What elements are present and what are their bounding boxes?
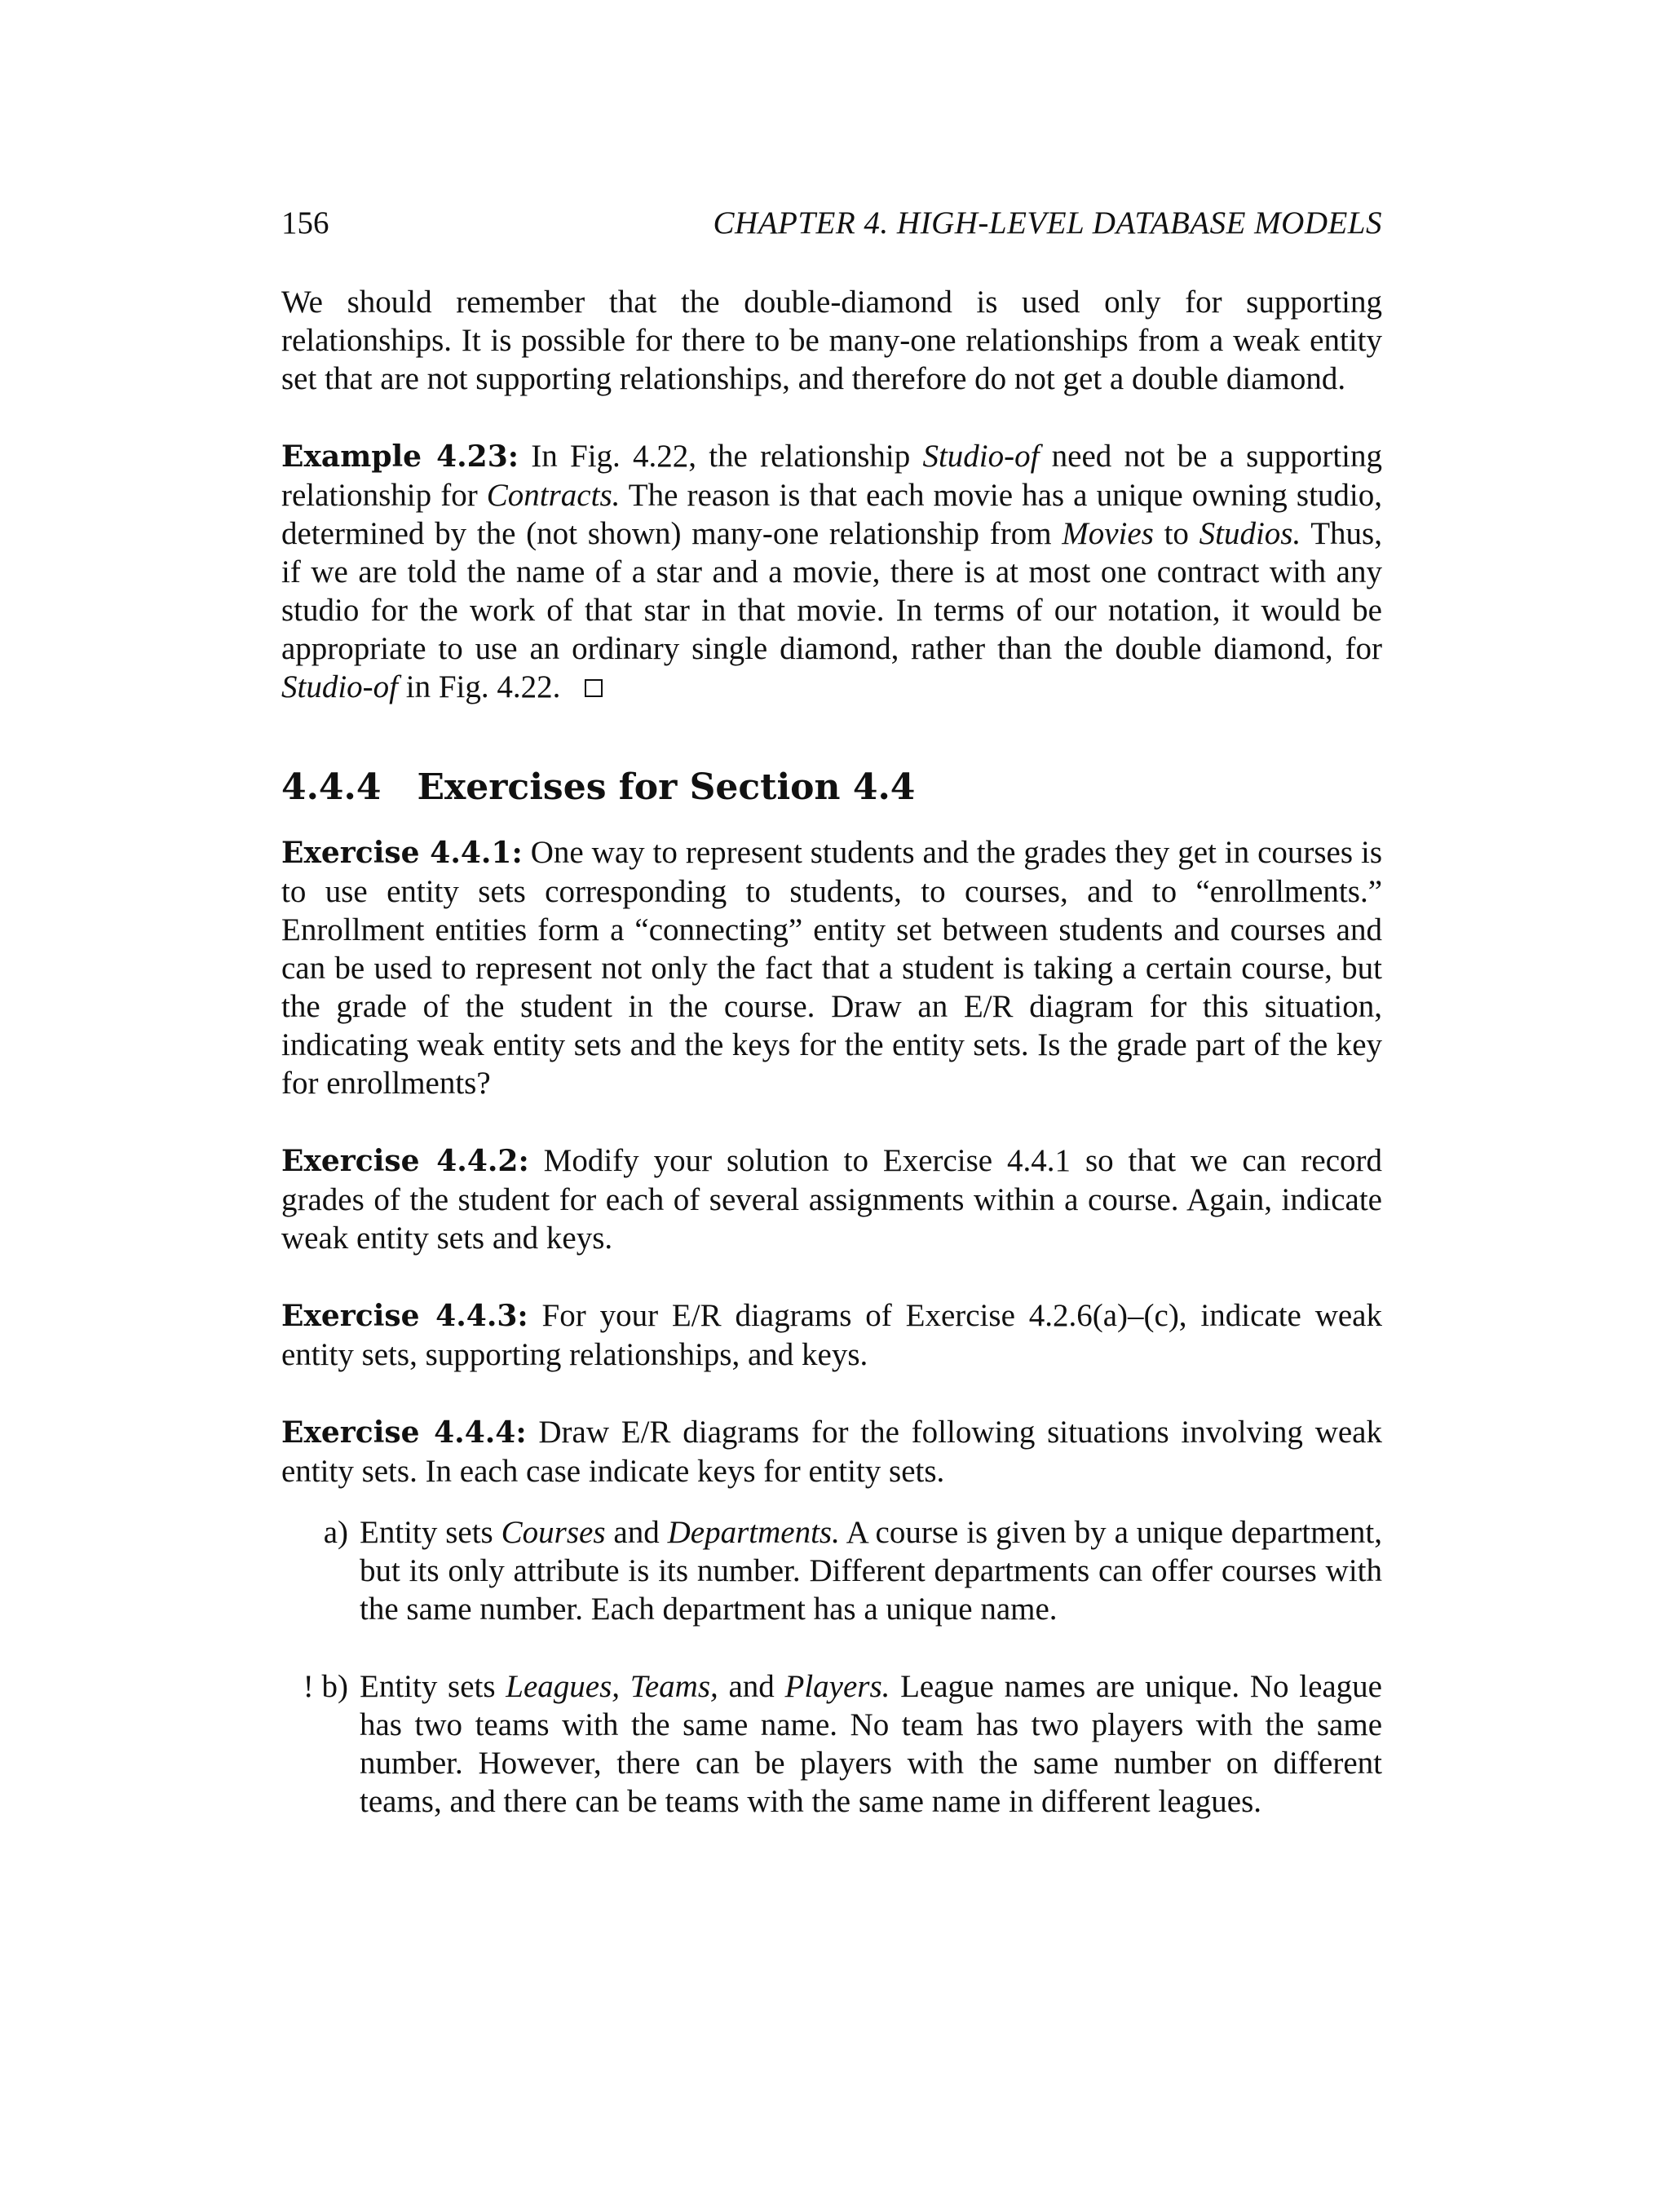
example-body — [281, 439, 1382, 704]
text-run — [620, 1669, 630, 1704]
italic-text: Studios. — [1199, 516, 1301, 551]
list-marker: a) — [323, 1515, 348, 1550]
text-run: Entity sets — [360, 1515, 501, 1550]
italic-text: Studio-of — [922, 439, 1040, 474]
text-run: and — [718, 1669, 785, 1704]
exercise-text: Modify your solution to Exercise 4.4.1 so that we can record grades of the student for each of several assignments within a course. Again, indicate weak entity sets and keys. — [281, 1143, 1382, 1256]
exercise-text: One way to represent students and the grades they get in courses is to use entity sets corresponding to students, to courses, and to “enrollments.” Enrollment entities form a “connecting” entity set between students and courses and can be used to represent not only the fact that a student is taking a certain course, but the grade of the student in the course. Draw an E/R diagram for this situation, indicating weak entity sets and the keys for the entity sets. Is the grade part of the key for enrollments? — [281, 835, 1382, 1101]
list-item-text — [360, 1513, 1382, 1628]
exercise-text: Draw E/R diagrams for the following situations involving weak entity sets. In each case indicate keys for entity sets. — [281, 1415, 1382, 1489]
section-title: Exercises for Section 4.4 — [417, 766, 916, 808]
text-run: in Fig. 4.22. — [398, 669, 561, 704]
exercise-label: Exercise 4.4.1: — [281, 836, 523, 870]
exercise-paragraph — [281, 1413, 1382, 1490]
section-number: 4.4.4 — [281, 766, 382, 808]
exercise-paragraph — [281, 1141, 1382, 1257]
exercise-label: Exercise 4.4.4: — [281, 1415, 527, 1450]
italic-text: Players. — [784, 1669, 890, 1704]
text-run: Entity sets — [360, 1669, 506, 1704]
text-run: to — [1153, 516, 1199, 551]
end-of-proof-icon — [585, 679, 603, 697]
exercise-paragraph — [281, 1296, 1382, 1374]
text-run: A course is given by a unique department, but its only attribute is its number. Different departments can offer courses with the same number. Each department has a unique name. — [360, 1515, 1383, 1627]
italic-text: Leagues, — [506, 1669, 621, 1704]
italic-text: Contracts. — [486, 478, 621, 513]
text-run: Thus, if we are told the name of a star and a movie, there is at most one contract with any studio for the work of that star in that movie. In terms of our notation, it would be appropriate to use an ordinary single diamond, rather than the double diamond, for — [281, 516, 1382, 666]
italic-text: Departments. — [667, 1515, 840, 1550]
italic-text: Teams, — [630, 1669, 718, 1704]
exercise-label: Exercise 4.4.3: — [281, 1299, 528, 1333]
list-item — [281, 1667, 1382, 1821]
intro-paragraph: We should remember that the double-diamond is used only for supporting relationships. It is possible for there to be many-one relationships from a weak entity set that are not supporting relationships, and therefore do not get a double diamond. — [281, 285, 1382, 396]
text-run: League names are unique. No league has two teams with the same name. No team has two players with the same number. However, there can be players with the same number on different teams, and there can be teams with the same name in different leagues. — [360, 1669, 1382, 1819]
exercise-paragraph — [281, 833, 1382, 1102]
text-run: In Fig. 4.22, the relationship — [519, 439, 923, 474]
italic-text: Courses — [501, 1515, 606, 1550]
page-number: 156 — [281, 205, 329, 241]
running-head — [281, 204, 1382, 242]
chapter-title: CHAPTER 4. HIGH-LEVEL DATABASE MODELS — [713, 205, 1382, 241]
italic-text: Studio-of — [281, 669, 398, 704]
text-run: need not be a supporting relationship for — [281, 439, 1382, 513]
book-page — [281, 204, 1382, 1860]
exercise-text: For your E/R diagrams of Exercise 4.2.6(a)–(c), indicate weak entity sets, supporting relationships, and keys. — [281, 1298, 1382, 1372]
list-item-text — [360, 1667, 1382, 1821]
list-marker: ! b) — [303, 1669, 348, 1704]
exercise-label: Exercise 4.4.2: — [281, 1144, 529, 1178]
sub-item-list — [281, 1513, 1382, 1821]
example-paragraph — [281, 437, 1382, 706]
italic-text: Movies — [1062, 516, 1154, 551]
list-item — [281, 1513, 1382, 1628]
text-run: The reason is that each movie has a unique owning studio, determined by the (not shown) many-one relationship from — [281, 478, 1382, 551]
text-run: and — [605, 1515, 668, 1550]
section-heading — [281, 765, 1382, 810]
example-label: Example 4.23: — [281, 439, 519, 474]
